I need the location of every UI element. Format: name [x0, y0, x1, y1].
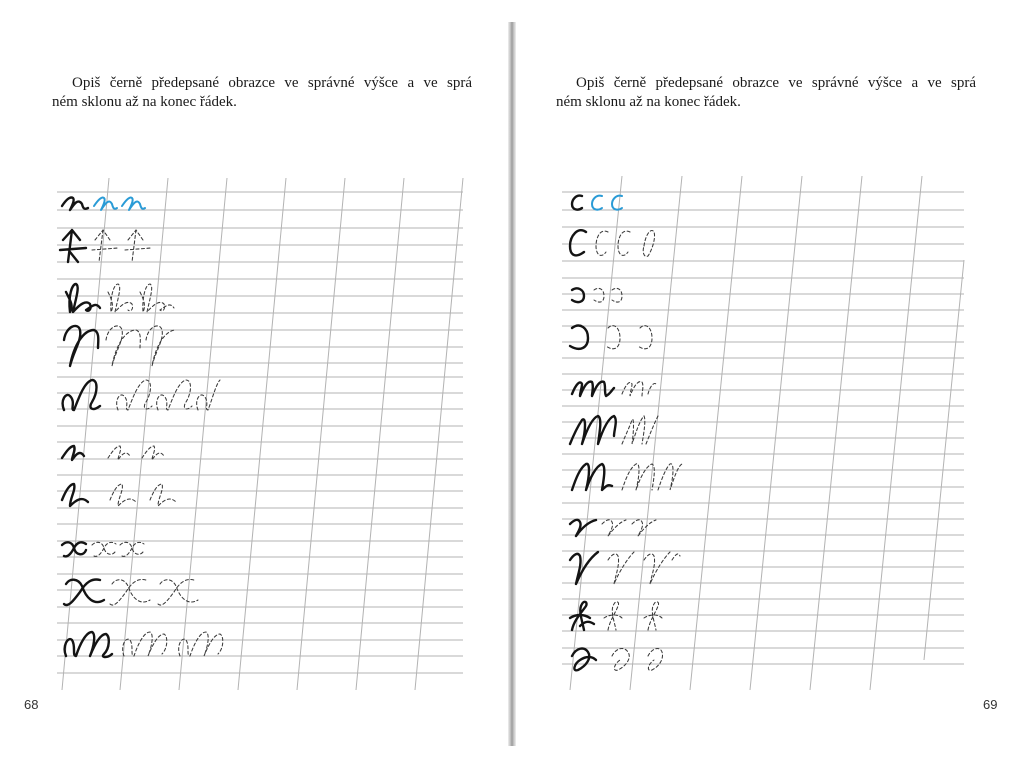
slant-guide-lines — [62, 178, 463, 690]
instruction-line-2: ném sklonu až na konec řádek. — [556, 94, 741, 110]
slant-guide-lines — [570, 176, 964, 690]
model-tall-u-stroke — [62, 484, 88, 506]
model-tall-double-loop — [63, 380, 100, 410]
book-spine-gutter — [508, 22, 516, 746]
model-small-loop-hook — [62, 197, 88, 210]
writing-grid-right — [512, 0, 1024, 768]
trace-small-cross-x — [92, 542, 144, 556]
instruction-line-1: Opiš černě předepsané obrazce ve správné výšce a ve sprá — [576, 75, 976, 91]
model-small-u-stroke — [62, 446, 84, 460]
trace-tall-cross-x — [110, 580, 198, 606]
model-tall-v-hooks — [570, 552, 598, 584]
model-tall-reverse-c — [570, 326, 588, 349]
horizontal-guide-lines — [562, 192, 964, 664]
instruction-line-1: Opiš černě předepsané obrazce ve správné výšce a ve sprá — [72, 75, 472, 91]
model-tall-triple-loop — [65, 632, 112, 657]
model-tall-arrow-stroke — [60, 230, 86, 262]
trace-tall-m-arches — [622, 416, 658, 444]
trace-tall-arrow-stroke — [92, 230, 151, 262]
trace-tall-reverse-c — [606, 326, 652, 349]
model-tall-c — [570, 230, 586, 255]
trace-tall-double-loop — [117, 380, 220, 410]
trace-tall-c — [596, 231, 655, 257]
blue-example-small-c — [592, 196, 622, 210]
model-tall-loop-wave — [66, 284, 100, 312]
trace-tall-figure-eight — [612, 649, 663, 671]
horizontal-guide-lines — [57, 192, 463, 673]
trace-tall-triple-loop — [123, 632, 223, 656]
trace-small-m-arches — [622, 382, 656, 396]
trace-tall-v-hooks — [608, 552, 680, 584]
trace-small-reverse-c — [594, 288, 622, 302]
model-small-m-arches — [572, 382, 614, 396]
model-tall-m-arches — [570, 416, 616, 444]
page-number-left: 68 — [24, 697, 39, 712]
trace-tall-loop-cross — [604, 602, 662, 630]
model-small-v-hooks — [570, 520, 596, 536]
page-number-right: 69 — [983, 697, 998, 712]
trace-small-v-hooks — [602, 520, 656, 536]
model-small-c — [572, 196, 582, 210]
right-page — [512, 0, 1024, 768]
instruction-line-2: ném sklonu až na konec řádek. — [52, 94, 237, 110]
trace-small-u-stroke — [108, 446, 164, 460]
model-small-reverse-c — [572, 288, 584, 302]
model-tall-figure-eight — [572, 649, 596, 671]
trace-tall-descender-loop — [106, 326, 176, 366]
trace-tall-loop-wave — [108, 284, 174, 312]
model-tall-loop-cross — [570, 602, 594, 630]
blue-example-small-loop-hook — [94, 197, 145, 210]
trace-tall-u-stroke — [110, 484, 176, 506]
